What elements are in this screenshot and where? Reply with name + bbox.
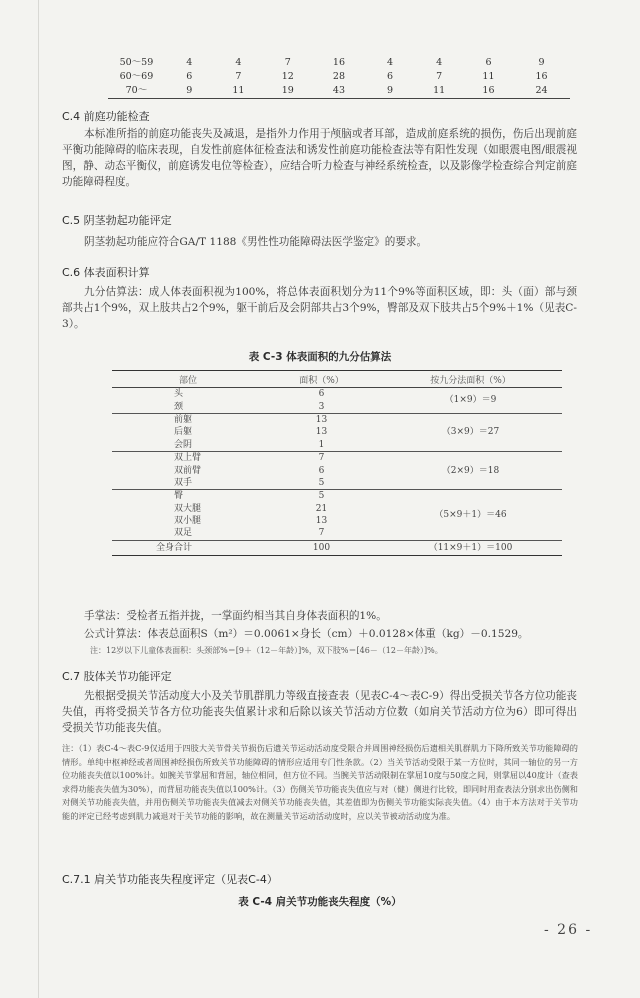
section-paragraph-c5: 阴茎勃起功能应符合GA/T 1188《男性性功能障碍法医学鉴定》的要求。 bbox=[84, 236, 428, 248]
section-heading-c7: C.7 肢体关节功能评定 bbox=[62, 670, 172, 683]
table-cell: 11 bbox=[482, 71, 495, 82]
table-title-c3: 表 C-3 体表面积的九分估算法 bbox=[248, 351, 392, 363]
table-cell: 4 bbox=[436, 57, 443, 68]
table-cell: 13 bbox=[315, 516, 328, 527]
section-paragraph-c4: 本标准所指的前庭功能丧失及减退，是指外力作用于颅脑或者耳部，造成前庭系统的损伤，伤后出现前庭平衡功能障碍的临床表现，自发性前庭体征检查法和诱发性前庭功能检查法等有阳性发现（如眼震电图/眼震视图，静、动态平衡仪，前庭诱发电位等检查），应结合听力检查与神经系统检查，以及影像学检查综合判定前庭功能障碍程度。 bbox=[62, 128, 577, 188]
table-cell: 7 bbox=[235, 71, 242, 82]
table-cell: 5 bbox=[264, 490, 379, 503]
body-area-table bbox=[112, 370, 562, 556]
table-row bbox=[108, 84, 570, 99]
table-cell: 前躯 bbox=[112, 413, 264, 426]
continued-table bbox=[108, 56, 570, 99]
group-value-cell: （2×9）＝18 bbox=[379, 451, 562, 489]
section-heading-c5: C.5 阴茎勃起功能评定 bbox=[62, 214, 172, 227]
table-cell: 双大腿 bbox=[174, 503, 202, 514]
table-row bbox=[112, 451, 562, 464]
table-cell: 100 bbox=[264, 540, 379, 555]
table-cell: 9 bbox=[538, 57, 545, 68]
group-value-cell: （1×9）＝9 bbox=[444, 395, 497, 406]
palm-method-line: 手掌法：受检者五指并拢，一掌面约相当其自身体表面积的1%。 bbox=[84, 610, 387, 622]
table-cell: 6 bbox=[485, 57, 492, 68]
table-cell: 7 bbox=[318, 528, 325, 539]
table-total-row bbox=[112, 540, 562, 555]
table-cell: 13 bbox=[315, 427, 328, 438]
table-cell: 双手 bbox=[174, 477, 193, 488]
section-heading-c4: C.4 前庭功能检查 bbox=[62, 110, 150, 123]
section-note-c7: 注：（1）表C-4～表C-9仅适用于四肢大关节骨关节损伤后遗关节运动活动度受限合并周围神经损伤后遗相关肌群肌力下降所致关节功能障碍的情形。单纯中枢神经或者周围神经损伤所致关节功能障碍的情形应适用专门性条款。（2）当关节活动受限于某一方位时，其同一轴位的另一方位功能丧失值以100%计。如腕关节掌屈和背屈，轴位相同，但方位不同。当腕关节活动限制在掌屈10度与50度之间，则掌屈以40度计（查表求得功能丧失值为30%），而背屈功能丧失值以100%计。（3）伤侧关节功能丧失值应与对（健）侧进行比较，即同时用查表法分别求出伤侧和对侧关节功能丧失值，并用伤侧关节功能丧失值减去对侧关节功能丧失值，其差值即为伤侧关节功能实际丧失值。（4）由于本方法对于关节功能的评定已经考虑到肌力减退对于关节功能的影响，故在测量关节运动活动度时，应以关节被动活动度为准。 bbox=[62, 743, 578, 821]
footnote-line: 注：12岁以下儿童体表面积：头颈部%＝[9＋（12－年龄）]%，双下肢%＝[46－（12－年龄）]%。 bbox=[90, 646, 443, 655]
table-cell: 7 bbox=[284, 57, 291, 68]
group-value-cell: （5×9＋1）＝46 bbox=[379, 490, 562, 541]
binding-edge bbox=[38, 0, 39, 998]
table-cell: 后躯 bbox=[174, 427, 193, 438]
table-cell: 11 bbox=[414, 84, 463, 99]
table-cell: 双上臂 bbox=[112, 451, 264, 464]
column-header: 按九分法面积（%） bbox=[379, 371, 562, 388]
page-number: - 26 - bbox=[544, 922, 593, 938]
table-cell: （11×9＋1）＝100 bbox=[379, 540, 562, 555]
column-header: 面积（%） bbox=[264, 371, 379, 388]
table-title-c4: 表 C-4 肩关节功能丧失程度（%） bbox=[238, 896, 402, 908]
table-cell: 16 bbox=[535, 71, 548, 82]
table-row bbox=[108, 70, 570, 84]
table-cell: 颈 bbox=[174, 401, 184, 412]
table-cell: 6 bbox=[318, 465, 325, 476]
table-cell: 6 bbox=[186, 71, 193, 82]
table-cell: 9 bbox=[366, 84, 415, 99]
table-cell: 70～ bbox=[108, 84, 165, 99]
table-cell: 60～69 bbox=[119, 71, 154, 82]
table-cell: 50～59 bbox=[119, 57, 154, 68]
table-cell: 3 bbox=[318, 401, 325, 412]
table-cell: 会阴 bbox=[174, 439, 193, 450]
table-cell: 臀 bbox=[112, 490, 264, 503]
table-cell: 全身合计 bbox=[112, 540, 264, 555]
section-heading-c6: C.6 体表面积计算 bbox=[62, 266, 150, 279]
section-heading-c71: C.7.1 肩关节功能丧失程度评定（见表C-4） bbox=[62, 873, 278, 886]
table-cell: 6 bbox=[386, 71, 393, 82]
table-cell: 9 bbox=[165, 84, 214, 99]
table-cell: 28 bbox=[332, 71, 346, 82]
table-cell: 19 bbox=[263, 84, 312, 99]
table-cell: 4 bbox=[186, 57, 193, 68]
table-row bbox=[112, 388, 562, 401]
table-cell: 头 bbox=[174, 389, 184, 400]
group-value-cell: （3×9）＝27 bbox=[379, 413, 562, 451]
table-cell: 21 bbox=[315, 503, 328, 514]
table-cell: 11 bbox=[214, 84, 263, 99]
table-cell: 双足 bbox=[174, 528, 193, 539]
table-row bbox=[112, 413, 562, 426]
table-cell: 5 bbox=[318, 477, 325, 488]
section-paragraph-c6: 九分估算法：成人体表面积视为100%，将总体表面积划分为11个9%等面积区域，即：头（面）部与颈部共占1个9%，双上肢共占2个9%，躯干前后及会阴部共占3个9%，臀部及双下肢共占5个9%＋1%（见表C-3）。 bbox=[62, 286, 577, 330]
table-cell: 双小腿 bbox=[174, 516, 202, 527]
table-row bbox=[112, 490, 562, 503]
formula-line: 公式计算法：体表总面积S（m²）＝0.0061×身长（cm）＋0.0128×体重（kg）－0.1529。 bbox=[84, 628, 529, 640]
table-cell: 4 bbox=[386, 57, 393, 68]
table-cell: 4 bbox=[235, 57, 242, 68]
table-cell: 双前臂 bbox=[174, 465, 202, 476]
table-cell: 24 bbox=[513, 84, 570, 99]
table-cell: 1 bbox=[318, 439, 325, 450]
table-cell: 6 bbox=[318, 389, 325, 400]
column-header: 部位 bbox=[112, 371, 264, 388]
table-cell: 16 bbox=[332, 57, 346, 68]
table-cell: 16 bbox=[464, 84, 513, 99]
section-paragraph-c7: 先根据受损关节活动度大小及关节肌群肌力等级直接查表（见表C-4～表C-9）得出受损关节各方位功能丧失值，再将受损关节各方位功能丧失值累计求和后除以该关节活动方位数（如肩关节活动方位为6）即可得出受损关节功能丧失值。 bbox=[62, 690, 577, 734]
table-row bbox=[108, 56, 570, 70]
table-cell: 12 bbox=[281, 71, 294, 82]
table-cell: 43 bbox=[312, 84, 365, 99]
table-cell: 7 bbox=[264, 451, 379, 464]
table-cell: 13 bbox=[264, 413, 379, 426]
table-cell: 7 bbox=[436, 71, 443, 82]
